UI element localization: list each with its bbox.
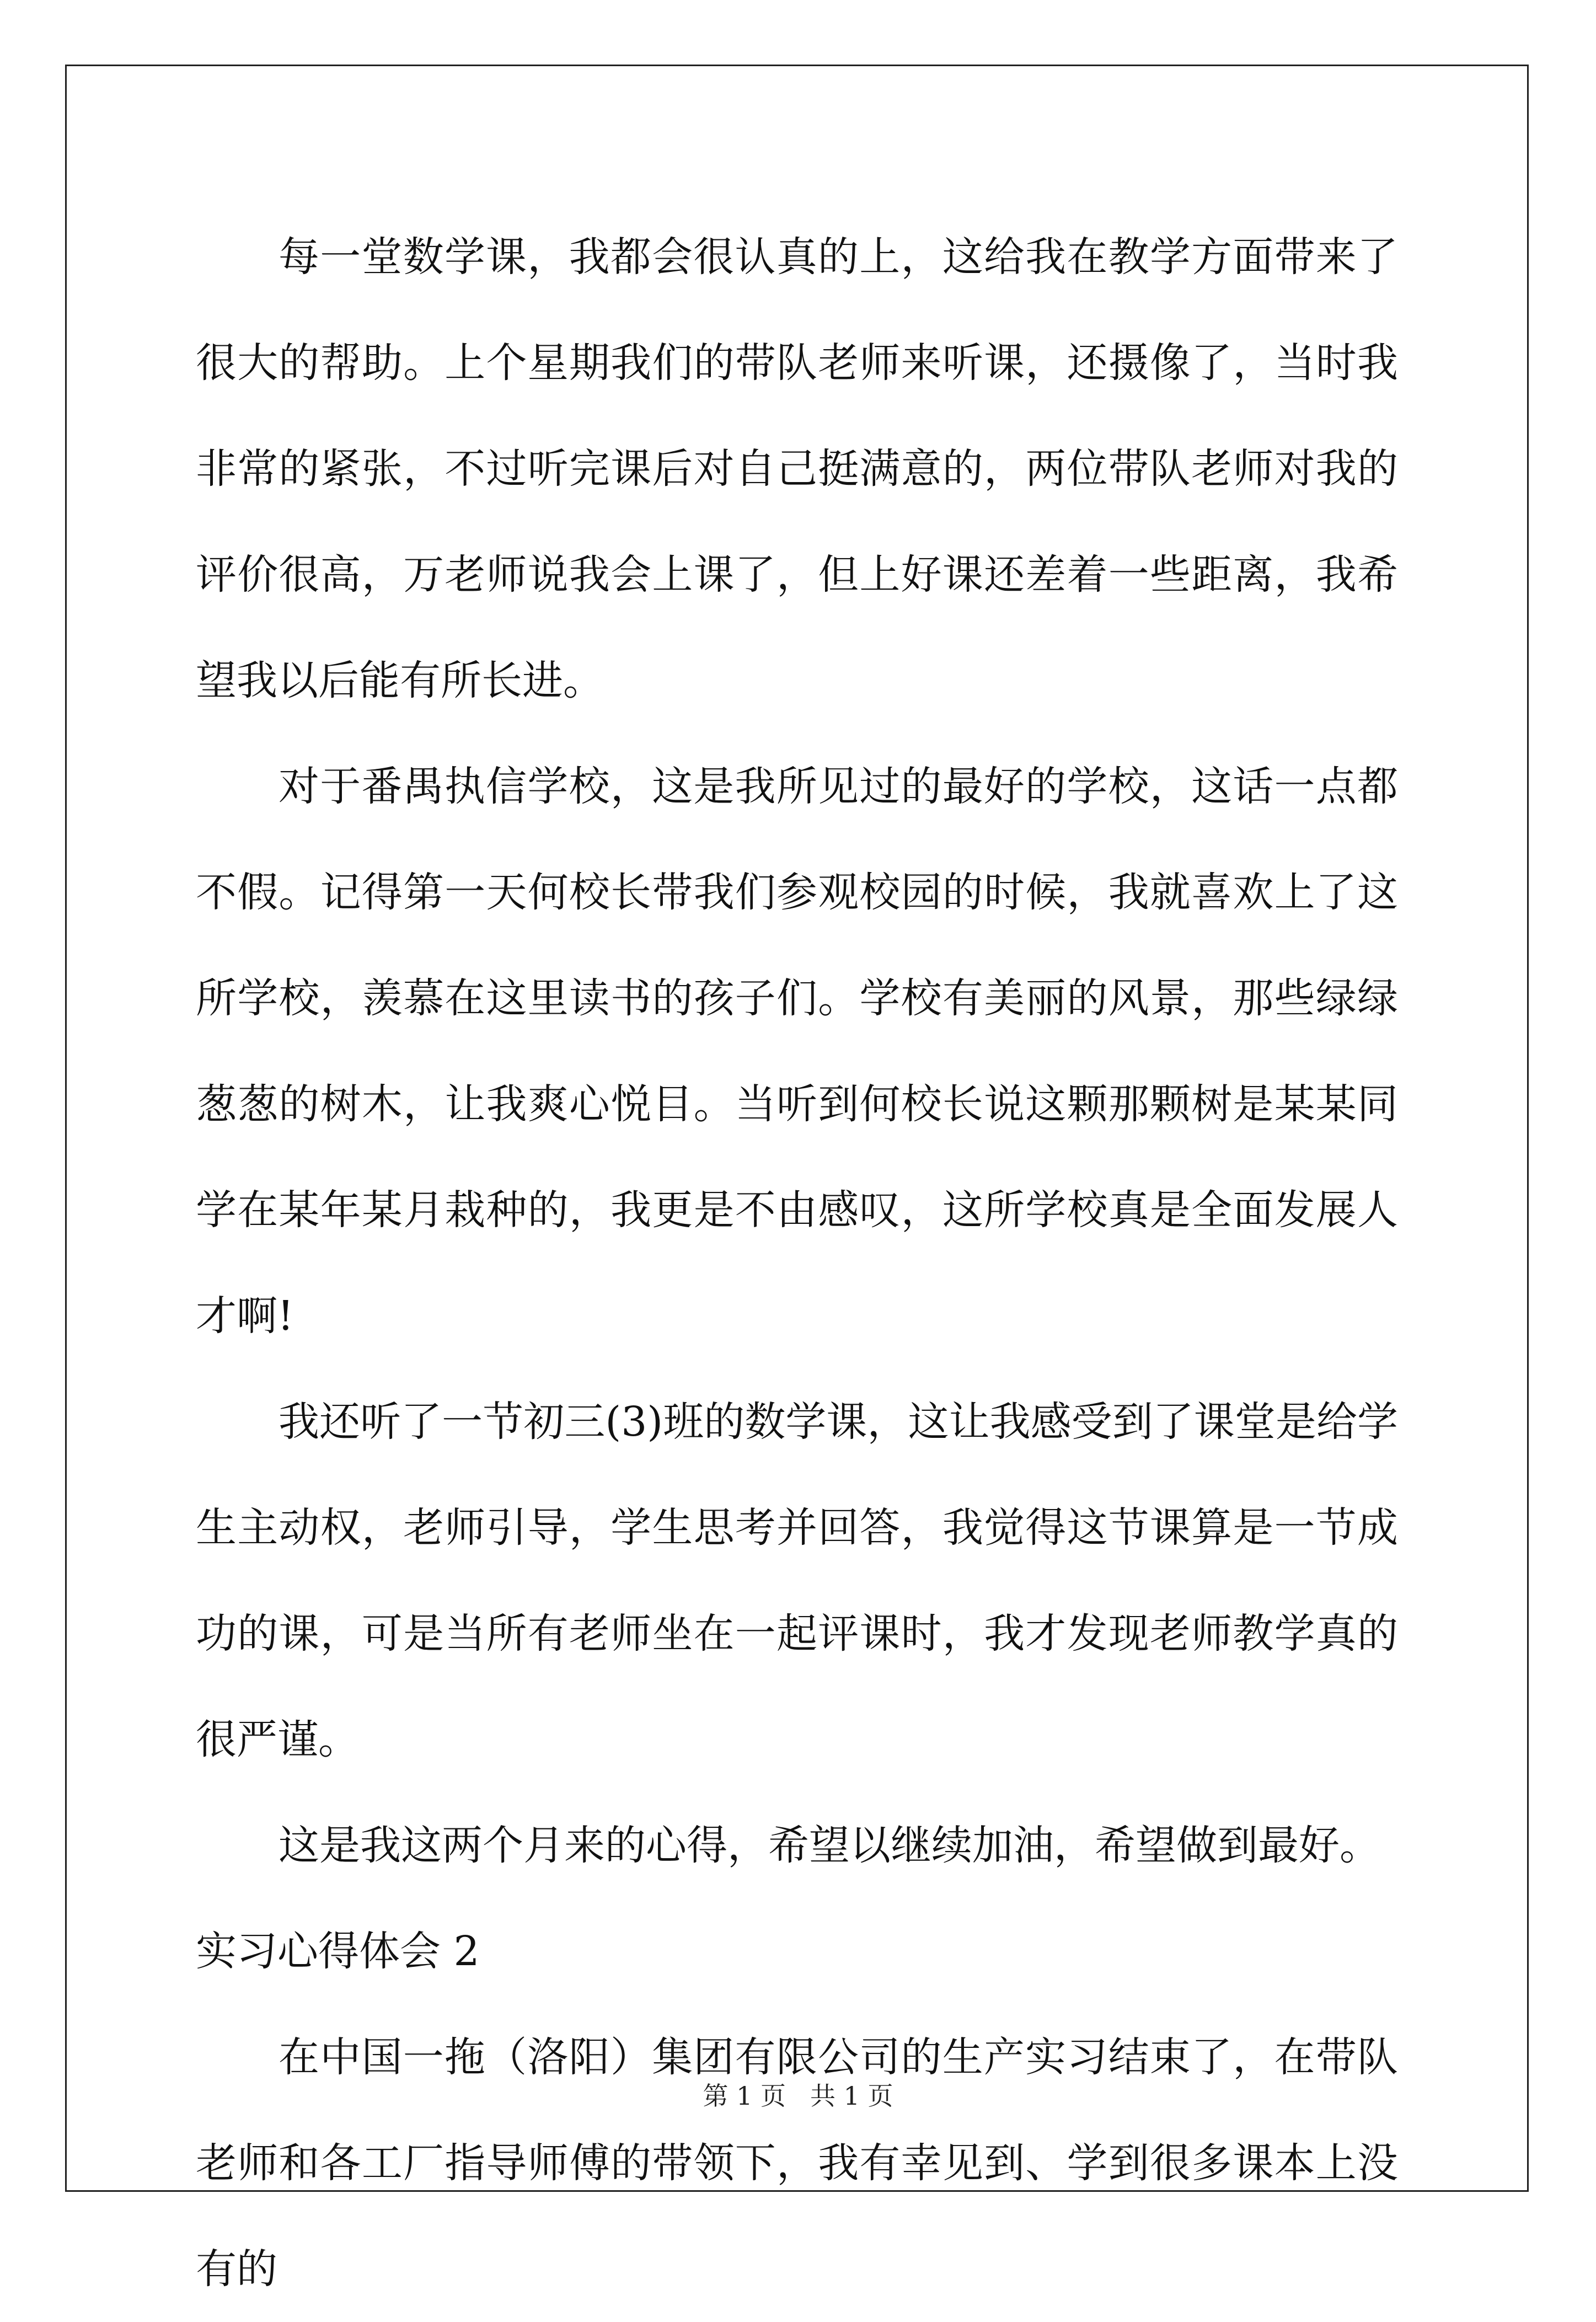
page-footer — [0, 2079, 1596, 2112]
page-total: 共 1 页 — [810, 2081, 893, 2111]
paragraph-2: 对于番禺执信学校，这是我所见过的最好的学校，这话一点都不假。记得第一天何校长带我们参观校园的时候，我就喜欢上了这所学校，羡慕在这里读书的孩子们。学校有美丽的风景，那些绿绿葱葱的树木，让我爽心悦目。当听到何校长说这颗那颗树是某某同学在某年某月栽种的，我更是不由感叹，这所学校真是全面发展人才啊! — [196, 763, 1398, 1340]
paragraph-1: 每一堂数学课，我都会很认真的上，这给我在教学方面带来了很大的帮助。上个星期我们的带队老师来听课，还摄像了，当时我非常的紧张，不过听完课后对自己挺满意的，两位带队老师对我的评价很高，万老师说我会上课了，但上好课还差着一些距离，我希望我以后能有所长进。 — [196, 233, 1398, 704]
page-number: 第 1 页 — [703, 2081, 786, 2111]
paragraph-4: 这是我这两个月来的心得，希望以继续加油，希望做到最好。 — [279, 1822, 1380, 1869]
section-paragraph: 在中国一拖（洛阳）集团有限公司的生产实习结束了，在带队老师和各工厂指导师傅的带领下，我有幸见到、学到很多课本上没有的 — [196, 2034, 1398, 2293]
section-heading: 实习心得体会 2 — [196, 1928, 480, 1975]
document-body — [196, 204, 1398, 2322]
paragraph-3: 我还听了一节初三(3)班的数学课，这让我感受到了课堂是给学生主动权，老师引导，学生思考并回答，我觉得这节课算是一节成功的课，可是当所有老师坐在一起评课时，我才发现老师教学真的很严谨。 — [196, 1398, 1398, 1763]
